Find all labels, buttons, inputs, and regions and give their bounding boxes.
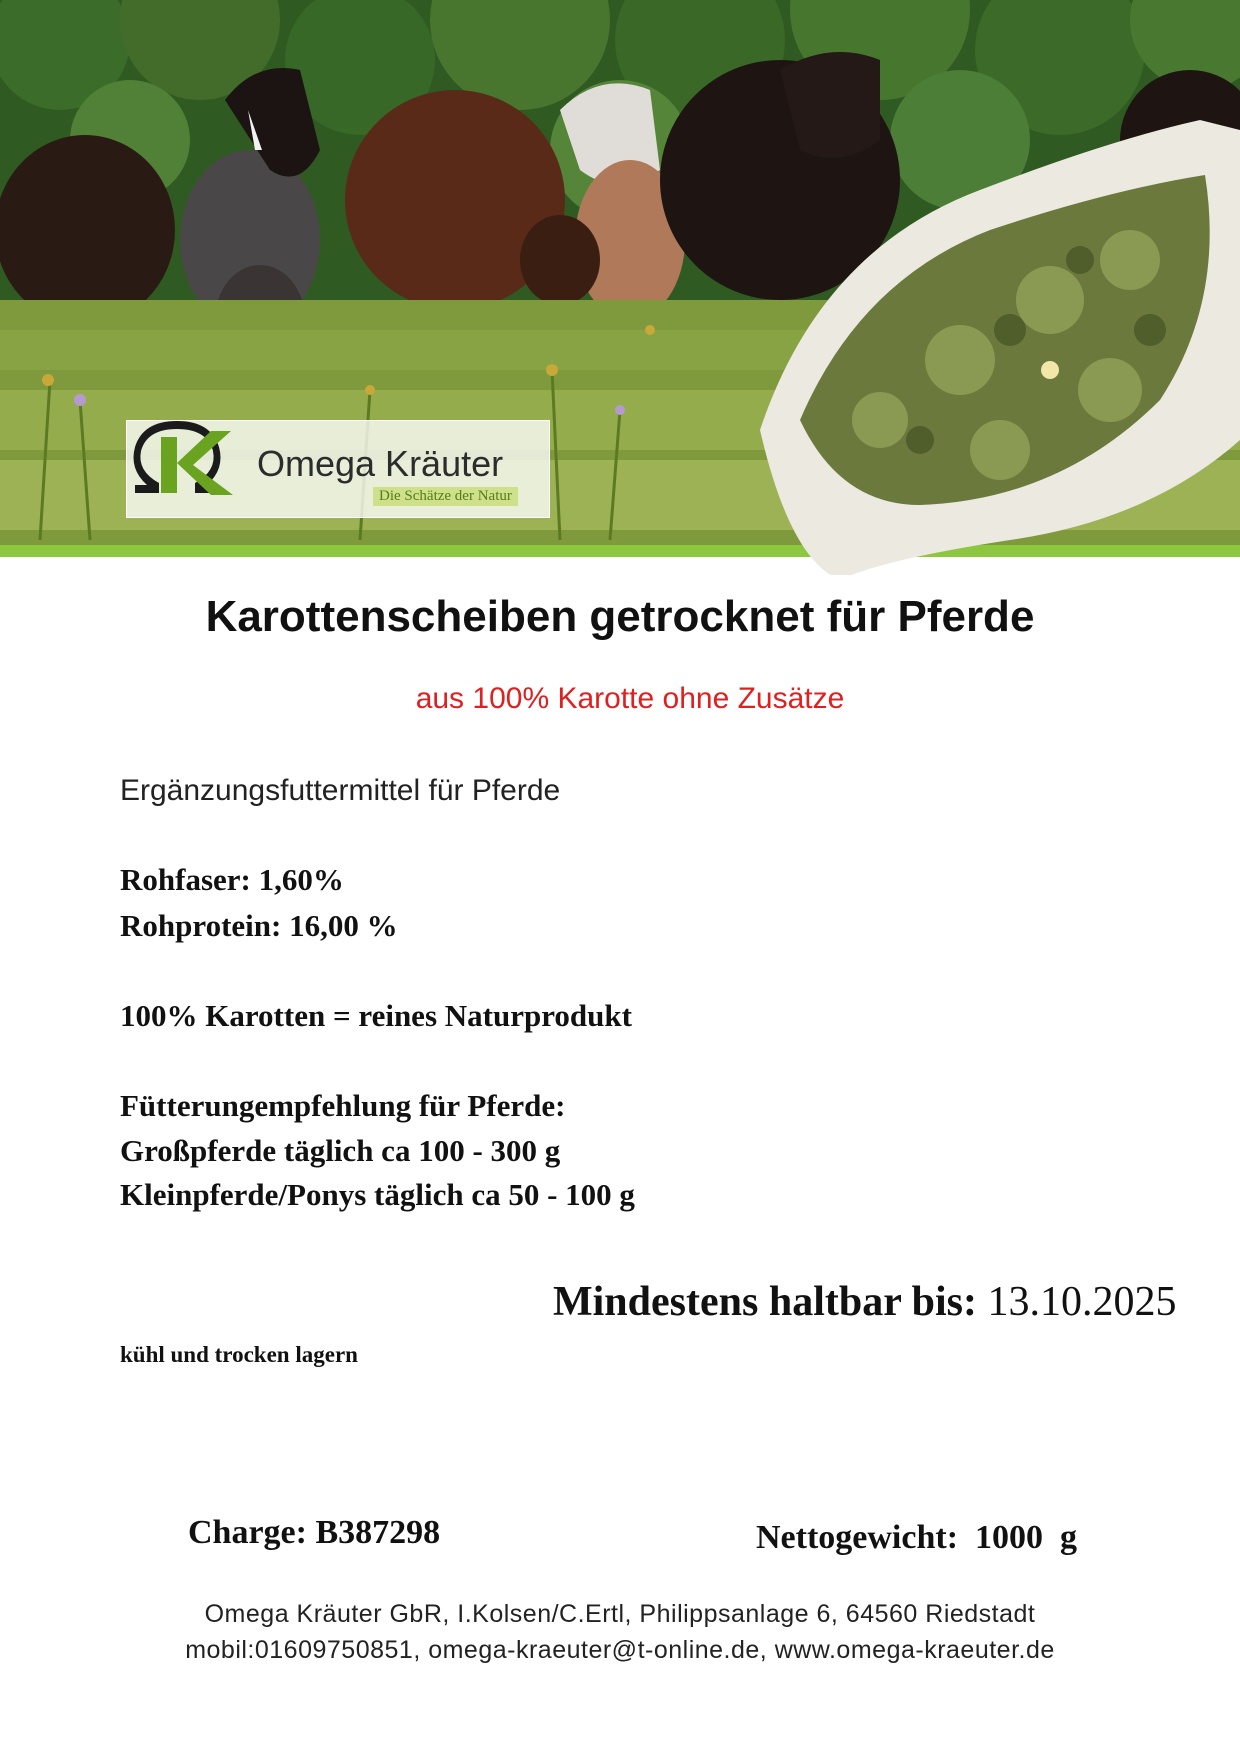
net-weight: Nettogewicht: 1000 g	[756, 1519, 1078, 1556]
feeding-large-horses: Großpferde täglich ca 100 - 300 g	[120, 1133, 561, 1168]
best-before	[553, 1278, 1176, 1326]
brand-name: Omega Kräuter	[257, 443, 504, 484]
batch-number: Charge: B387298	[188, 1514, 441, 1551]
header-photo	[0, 0, 1240, 575]
product-subtitle: aus 100% Karotte ohne Zusätze	[415, 682, 845, 715]
best-before-label: Mindestens haltbar bis:	[553, 1279, 977, 1325]
crude-protein: Rohprotein: 16,00 %	[120, 908, 398, 943]
product-type: Ergänzungsfuttermittel für Pferde	[120, 774, 561, 807]
footer-contact: mobil:01609750851, omega-kraeuter@t-online.de, www.omega-kraeuter.de	[185, 1636, 1055, 1664]
feeding-ponies: Kleinpferde/Ponys täglich ca 50 - 100 g	[120, 1177, 635, 1212]
product-title: Karottenscheiben getrocknet für Pferde	[205, 592, 1035, 641]
composition: 100% Karotten = reines Naturprodukt	[120, 998, 632, 1033]
storage-instructions: kühl und trocken lagern	[120, 1342, 358, 1367]
feeding-heading: Fütterungempfehlung für Pferde:	[120, 1088, 566, 1123]
crude-fiber: Rohfaser: 1,60%	[120, 862, 344, 897]
footer-address: Omega Kräuter GbR, I.Kolsen/C.Ertl, Philippsanlage 6, 64560 Riedstadt	[204, 1600, 1036, 1628]
brand-logo	[126, 420, 550, 518]
brand-tagline: Die Schätze der Natur	[373, 487, 518, 506]
omega-k-logo-icon	[127, 421, 235, 497]
best-before-date: 13.10.2025	[987, 1279, 1177, 1325]
